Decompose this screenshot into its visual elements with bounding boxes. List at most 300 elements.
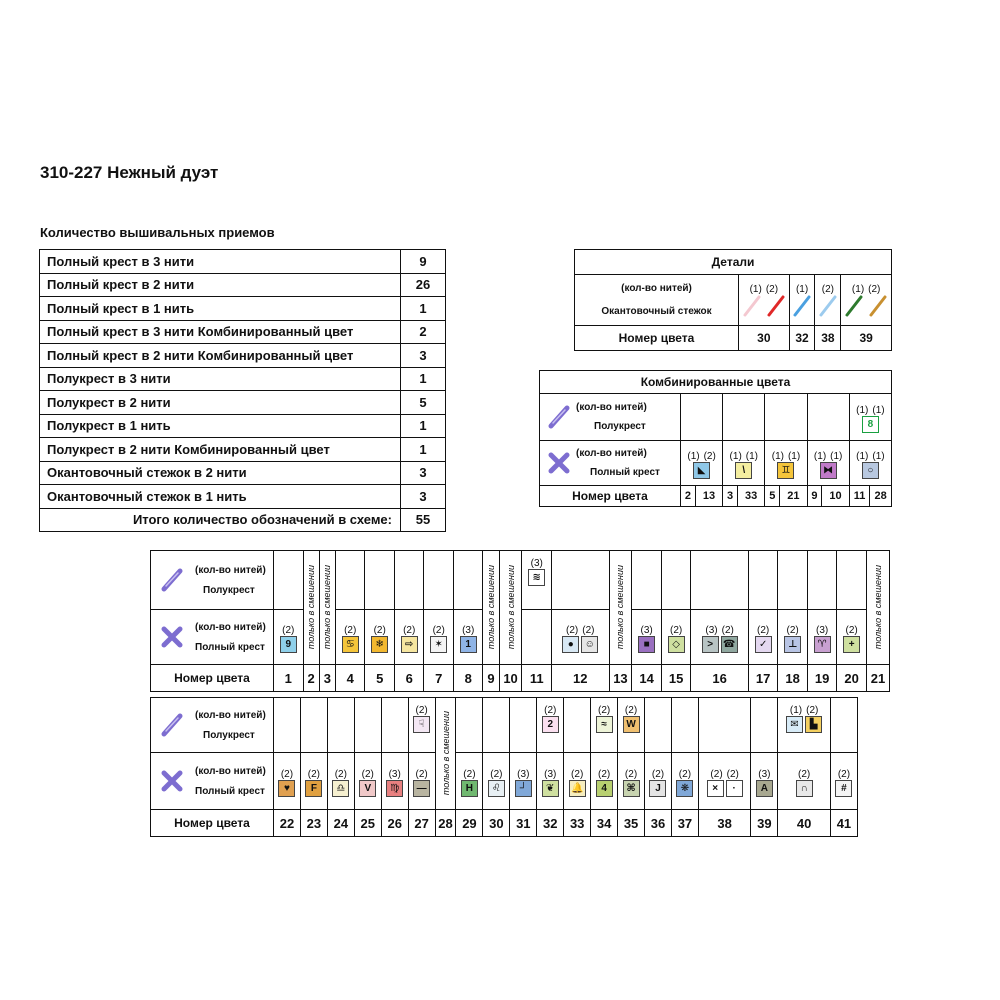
half-cell bbox=[778, 551, 808, 610]
count-value: 9 bbox=[401, 250, 446, 274]
thread-count: (2) bbox=[786, 624, 799, 636]
color-number: 41 bbox=[830, 810, 857, 837]
color-number: 31 bbox=[510, 810, 537, 837]
mix-only-label: только в смешении bbox=[440, 711, 451, 796]
combo-full-cell bbox=[807, 441, 849, 486]
full-cross-icon bbox=[159, 768, 185, 794]
count-value: 1 bbox=[401, 297, 446, 321]
full-cell bbox=[365, 610, 395, 665]
count-value: 5 bbox=[401, 391, 446, 415]
half-stitch-icon bbox=[546, 404, 572, 430]
full-cell bbox=[691, 610, 749, 665]
full-cell bbox=[632, 610, 662, 665]
thread-count: (3) bbox=[462, 624, 475, 636]
count-label: Окантовочный стежок в 2 нити bbox=[40, 461, 401, 485]
legend-table-2 bbox=[150, 697, 858, 837]
full-cell bbox=[408, 753, 435, 810]
mix-only-cell bbox=[609, 551, 632, 665]
full-cell bbox=[483, 753, 510, 810]
color-number: 23 bbox=[300, 810, 327, 837]
full-symbol: 1 bbox=[460, 636, 477, 653]
thread-count: (2) bbox=[710, 768, 723, 780]
half-cell bbox=[691, 551, 749, 610]
full-cell bbox=[564, 753, 591, 810]
color-number: 9 bbox=[483, 665, 499, 692]
thread-count: (2) bbox=[845, 624, 858, 636]
thread-count: (1) bbox=[872, 404, 885, 416]
full-cell bbox=[698, 753, 751, 810]
thread-count: (2) bbox=[669, 624, 683, 636]
backstitch-line-icon bbox=[743, 295, 761, 317]
thread-count: (2) bbox=[307, 768, 321, 780]
combo-symbol: ○ bbox=[862, 462, 879, 479]
full-cell bbox=[327, 753, 354, 810]
color-number: 20 bbox=[837, 665, 867, 692]
color-number: 26 bbox=[381, 810, 408, 837]
color-number: 3 bbox=[723, 486, 738, 507]
full-cell bbox=[748, 610, 778, 665]
color-no-label: Номер цвета bbox=[540, 486, 681, 507]
backstitch-line-icon bbox=[845, 295, 863, 317]
half-cell bbox=[335, 551, 365, 610]
count-label: Окантовочный стежок в 1 нить bbox=[40, 485, 401, 509]
counts-table bbox=[39, 249, 446, 532]
full-cell bbox=[837, 610, 867, 665]
page-title: 310-227 Нежный дуэт bbox=[40, 163, 219, 182]
counts-subtitle: Количество вышивальных приемов bbox=[40, 225, 275, 240]
thread-count: (2) bbox=[721, 624, 734, 636]
color-number: 39 bbox=[751, 810, 778, 837]
count-row bbox=[40, 344, 446, 368]
backstitch-line-icon bbox=[767, 295, 785, 317]
combo-symbol: ◣ bbox=[693, 462, 710, 479]
full-symbol: ■ bbox=[638, 636, 655, 653]
thread-count: (2) bbox=[282, 624, 295, 636]
full-symbol: · bbox=[726, 780, 743, 797]
full-symbol: 4 bbox=[596, 780, 613, 797]
full-symbol: ┘ bbox=[515, 780, 532, 797]
mix-only-cell bbox=[483, 551, 499, 665]
count-label: Полный крест в 2 нити Комбинированный цвет bbox=[40, 344, 401, 368]
full-symbol: ⊥ bbox=[784, 636, 801, 653]
empty-cell bbox=[723, 394, 765, 441]
thread-count: (3) bbox=[544, 768, 557, 780]
full-cell bbox=[453, 610, 483, 665]
full-label-cell: (кол-во нитей) Полный крест bbox=[151, 610, 274, 665]
color-number: 33 bbox=[564, 810, 591, 837]
count-row bbox=[40, 297, 446, 321]
full-cell bbox=[510, 753, 537, 810]
full-symbol: 9 bbox=[280, 636, 297, 653]
color-number: 38 bbox=[698, 810, 751, 837]
color-number: 21 bbox=[866, 665, 889, 692]
mix-only-label: только в смешении bbox=[615, 565, 626, 650]
color-number: 8 bbox=[453, 665, 483, 692]
thread-count: (2) bbox=[544, 705, 557, 716]
half-symbol: ▙ bbox=[805, 716, 822, 733]
thread-count: (2) bbox=[597, 705, 611, 716]
full-symbol: ❋ bbox=[676, 780, 693, 797]
thread-count: (1) bbox=[749, 283, 762, 295]
total-value: 55 bbox=[401, 508, 446, 532]
details-title: Детали bbox=[575, 250, 892, 275]
thread-count: (2) bbox=[726, 768, 739, 780]
count-row bbox=[40, 320, 446, 344]
color-number: 10 bbox=[499, 665, 522, 692]
color-number: 25 bbox=[354, 810, 381, 837]
half-cell bbox=[456, 698, 483, 753]
half-cell bbox=[424, 551, 454, 610]
half-cell bbox=[748, 551, 778, 610]
details-labels bbox=[575, 275, 739, 326]
full-symbol: ♈ bbox=[814, 636, 831, 653]
combo-full-cell bbox=[681, 441, 723, 486]
thread-count: (2) bbox=[334, 768, 347, 780]
half-symbol: ☟ bbox=[413, 716, 430, 733]
color-no-label: Номер цвета bbox=[151, 665, 274, 692]
thread-count: (2) bbox=[361, 768, 374, 780]
count-label: Полукрест в 2 нити Комбинированный цвет bbox=[40, 438, 401, 462]
half-cell bbox=[661, 551, 691, 610]
full-cell bbox=[618, 753, 645, 810]
thread-count: (2) bbox=[344, 624, 357, 636]
combo-full-cell bbox=[849, 441, 891, 486]
thread-count: (3) bbox=[705, 624, 718, 636]
backstitch-cell bbox=[739, 275, 790, 326]
color-number: 28 bbox=[435, 810, 456, 837]
total-row bbox=[40, 508, 446, 532]
mix-only-label: только в смешении bbox=[306, 565, 317, 650]
thread-count: (2) bbox=[597, 768, 611, 780]
full-symbol: + bbox=[843, 636, 860, 653]
thread-count: (2) bbox=[806, 705, 819, 716]
total-label: Итого количество обозначений в схеме: bbox=[40, 508, 401, 532]
mix-only-label: только в смешении bbox=[486, 565, 497, 650]
color-number: 30 bbox=[739, 326, 790, 351]
color-number: 2 bbox=[681, 486, 696, 507]
color-number: 9 bbox=[807, 486, 822, 507]
color-number: 6 bbox=[394, 665, 424, 692]
full-cell bbox=[381, 753, 408, 810]
combo-symbol: ♊ bbox=[777, 462, 794, 479]
thread-count: (1) bbox=[687, 450, 700, 462]
thread-count: (2) bbox=[798, 768, 811, 780]
count-row bbox=[40, 391, 446, 415]
half-stitch-icon bbox=[159, 712, 185, 738]
thread-count: (1) bbox=[872, 450, 885, 462]
color-number: 7 bbox=[424, 665, 454, 692]
count-row bbox=[40, 485, 446, 509]
color-number: 4 bbox=[335, 665, 365, 692]
thread-count: (1) bbox=[795, 283, 809, 295]
full-symbol: > bbox=[702, 636, 719, 653]
full-symbol: ⌘ bbox=[623, 780, 640, 797]
color-number: 13 bbox=[609, 665, 632, 692]
color-number: 24 bbox=[327, 810, 354, 837]
empty-cell bbox=[807, 394, 849, 441]
thread-count: (2) bbox=[415, 705, 428, 716]
half-cell bbox=[453, 551, 483, 610]
mix-only-cell bbox=[435, 698, 456, 810]
backstitch-cell bbox=[789, 275, 815, 326]
full-symbol: — bbox=[413, 780, 430, 797]
half-cell bbox=[591, 698, 618, 753]
color-number: 19 bbox=[807, 665, 837, 692]
color-number: 39 bbox=[841, 326, 892, 351]
full-symbol: × bbox=[707, 780, 724, 797]
thread-count: (2) bbox=[624, 705, 638, 716]
color-number: 10 bbox=[822, 486, 849, 507]
count-value: 3 bbox=[401, 461, 446, 485]
full-cross-icon bbox=[159, 624, 185, 650]
color-number: 16 bbox=[691, 665, 749, 692]
color-number: 32 bbox=[537, 810, 564, 837]
full-cell bbox=[751, 753, 778, 810]
backstitch-line-icon bbox=[793, 295, 811, 317]
count-row bbox=[40, 461, 446, 485]
mix-only-cell bbox=[499, 551, 522, 665]
half-cell bbox=[327, 698, 354, 753]
thread-count: (1) bbox=[787, 450, 801, 462]
count-label: Полукрест в 1 нить bbox=[40, 414, 401, 438]
combo-full-label: (кол-во нитей) Полный крест bbox=[540, 441, 681, 486]
count-row bbox=[40, 438, 446, 462]
thread-count: (1) bbox=[830, 450, 843, 462]
thread-count: (2) bbox=[463, 768, 476, 780]
half-cell bbox=[408, 698, 435, 753]
full-symbol: H bbox=[461, 780, 478, 797]
color-number: 36 bbox=[645, 810, 672, 837]
half-symbol: 2 bbox=[542, 716, 559, 733]
combo-half-cell bbox=[849, 394, 891, 441]
thread-count: (1) bbox=[771, 450, 784, 462]
half-cell bbox=[394, 551, 424, 610]
full-symbol: J bbox=[649, 780, 666, 797]
thread-count: (2) bbox=[432, 624, 445, 636]
thread-count: (2) bbox=[373, 624, 386, 636]
full-symbol: 🔔 bbox=[569, 780, 586, 797]
mix-only-label: только в смешении bbox=[505, 565, 516, 650]
half-cell bbox=[483, 698, 510, 753]
full-cell bbox=[537, 753, 564, 810]
count-row bbox=[40, 414, 446, 438]
half-label-cell: (кол-во нитей) Полукрест bbox=[151, 551, 274, 610]
full-cell bbox=[830, 753, 857, 810]
count-value: 26 bbox=[401, 273, 446, 297]
count-row bbox=[40, 250, 446, 274]
full-symbol: ♎ bbox=[332, 780, 349, 797]
full-cell bbox=[778, 753, 831, 810]
full-symbol: ✓ bbox=[755, 636, 772, 653]
count-value: 3 bbox=[401, 485, 446, 509]
thread-count: (1) bbox=[729, 450, 742, 462]
full-cross-icon bbox=[546, 450, 572, 476]
thread-count: (2) bbox=[571, 768, 584, 780]
thread-count: (2) bbox=[757, 624, 770, 636]
thread-count: (2) bbox=[765, 283, 779, 295]
half-stitch-icon bbox=[159, 567, 185, 593]
full-symbol: ♋ bbox=[342, 636, 359, 653]
legend-table-1 bbox=[150, 550, 890, 692]
backstitch-cell bbox=[815, 275, 841, 326]
thread-count: (2) bbox=[415, 768, 428, 780]
full-cell bbox=[394, 610, 424, 665]
half-cell bbox=[365, 551, 395, 610]
color-number: 30 bbox=[483, 810, 510, 837]
half-cell bbox=[510, 698, 537, 753]
half-cell bbox=[522, 551, 552, 610]
mix-only-cell bbox=[319, 551, 335, 665]
color-number: 5 bbox=[765, 486, 780, 507]
half-cell bbox=[537, 698, 564, 753]
thread-count: (1) bbox=[813, 450, 827, 462]
count-label: Полный крест в 2 нити bbox=[40, 273, 401, 297]
full-cell bbox=[661, 610, 691, 665]
half-cell bbox=[632, 551, 662, 610]
full-cell bbox=[591, 753, 618, 810]
count-label: Полукрест в 3 нити bbox=[40, 367, 401, 391]
mix-only-label: только в смешении bbox=[872, 565, 883, 650]
thread-count: (2) bbox=[821, 283, 835, 295]
thread-count: (2) bbox=[703, 450, 716, 462]
backstitch-line-icon bbox=[869, 295, 887, 317]
color-number: 5 bbox=[365, 665, 395, 692]
full-symbol: ❄ bbox=[371, 636, 388, 653]
half-symbol: W bbox=[623, 716, 640, 733]
thread-count: (1) bbox=[745, 450, 759, 462]
thread-count: (2) bbox=[280, 768, 294, 780]
count-row bbox=[40, 367, 446, 391]
full-cell bbox=[522, 610, 552, 665]
half-cell bbox=[698, 698, 751, 753]
thread-count: (2) bbox=[624, 768, 638, 780]
color-number: 28 bbox=[870, 486, 892, 507]
thread-count: (2) bbox=[837, 768, 851, 780]
backstitch-line-icon bbox=[819, 295, 837, 317]
combo-half-symbol: 8 bbox=[862, 416, 879, 433]
count-value: 1 bbox=[401, 367, 446, 391]
color-number: 15 bbox=[661, 665, 691, 692]
thread-count: (2) bbox=[582, 624, 595, 636]
color-number: 2 bbox=[303, 665, 319, 692]
thread-count: (3) bbox=[517, 768, 530, 780]
combo-half-label: (кол-во нитей) Полукрест bbox=[540, 394, 681, 441]
thread-count: (1) bbox=[856, 404, 869, 416]
combo-symbol: ⧓ bbox=[820, 462, 837, 479]
half-cell bbox=[564, 698, 591, 753]
details-table bbox=[574, 249, 892, 351]
half-cell bbox=[618, 698, 645, 753]
thread-count: (1) bbox=[856, 450, 869, 462]
half-symbol: ≋ bbox=[528, 569, 545, 586]
count-value: 1 bbox=[401, 438, 446, 462]
thread-count: (3) bbox=[640, 624, 653, 636]
thread-count: (2) bbox=[868, 283, 881, 295]
color-number: 11 bbox=[849, 486, 870, 507]
full-symbol: ● bbox=[562, 636, 579, 653]
color-number: 29 bbox=[456, 810, 483, 837]
full-symbol: F bbox=[305, 780, 322, 797]
full-cell bbox=[551, 610, 609, 665]
count-label: Полный крест в 1 нить bbox=[40, 297, 401, 321]
color-number: 12 bbox=[551, 665, 609, 692]
color-number: 38 bbox=[815, 326, 841, 351]
half-cell bbox=[274, 698, 301, 753]
count-value: 1 bbox=[401, 414, 446, 438]
thread-count: (2) bbox=[403, 624, 416, 636]
mix-only-cell bbox=[303, 551, 319, 665]
color-number: 3 bbox=[319, 665, 335, 692]
count-value: 3 bbox=[401, 344, 446, 368]
full-symbol: # bbox=[835, 780, 852, 797]
half-cell bbox=[830, 698, 857, 753]
backstitch-cell bbox=[841, 275, 892, 326]
count-label: Полный крест в 3 нити bbox=[40, 250, 401, 274]
thread-count: (3) bbox=[816, 624, 829, 636]
count-value: 2 bbox=[401, 320, 446, 344]
thread-count: (2) bbox=[678, 768, 692, 780]
full-cell bbox=[778, 610, 808, 665]
half-symbol: ≈ bbox=[596, 716, 613, 733]
full-symbol: ☺ bbox=[581, 636, 598, 653]
empty-cell bbox=[765, 394, 807, 441]
half-cell bbox=[381, 698, 408, 753]
thread-count: (2) bbox=[490, 768, 503, 780]
full-symbol: ◇ bbox=[668, 636, 685, 653]
mix-only-label: только в смешении bbox=[322, 565, 333, 650]
half-cell bbox=[751, 698, 778, 753]
thread-count: (2) bbox=[566, 624, 579, 636]
half-label-cell: (кол-во нитей) Полукрест bbox=[151, 698, 274, 753]
full-label-cell: (кол-во нитей) Полный крест bbox=[151, 753, 274, 810]
combo-full-cell bbox=[765, 441, 807, 486]
color-number: 37 bbox=[671, 810, 698, 837]
color-number: 18 bbox=[778, 665, 808, 692]
empty-cell bbox=[681, 394, 723, 441]
full-symbol: A bbox=[756, 780, 773, 797]
half-cell bbox=[807, 551, 837, 610]
half-cell bbox=[778, 698, 831, 753]
color-number: 17 bbox=[748, 665, 778, 692]
combo-symbol: \ bbox=[735, 462, 752, 479]
half-cell bbox=[671, 698, 698, 753]
half-cell bbox=[551, 551, 609, 610]
full-symbol: ♌ bbox=[488, 780, 505, 797]
color-no-label: Номер цвета bbox=[151, 810, 274, 837]
half-symbol: ✉ bbox=[786, 716, 803, 733]
thread-count: (1) bbox=[789, 705, 803, 716]
full-symbol: ✶ bbox=[430, 636, 447, 653]
full-cell bbox=[300, 753, 327, 810]
thread-count: (3) bbox=[530, 558, 543, 569]
full-cell bbox=[274, 610, 304, 665]
color-number: 34 bbox=[591, 810, 618, 837]
full-symbol: ❦ bbox=[542, 780, 559, 797]
color-number: 14 bbox=[632, 665, 662, 692]
full-cell bbox=[645, 753, 672, 810]
thread-count: (3) bbox=[388, 768, 401, 780]
half-cell bbox=[645, 698, 672, 753]
color-number: 11 bbox=[522, 665, 552, 692]
full-cell bbox=[671, 753, 698, 810]
backstitch-label: Окантовочный стежок bbox=[601, 306, 712, 317]
color-number: 35 bbox=[618, 810, 645, 837]
thread-count: (1) bbox=[851, 283, 865, 295]
combo-full-cell bbox=[723, 441, 765, 486]
full-symbol: ∩ bbox=[796, 780, 813, 797]
combo-title: Комбинированные цвета bbox=[540, 371, 892, 394]
full-symbol: V bbox=[359, 780, 376, 797]
